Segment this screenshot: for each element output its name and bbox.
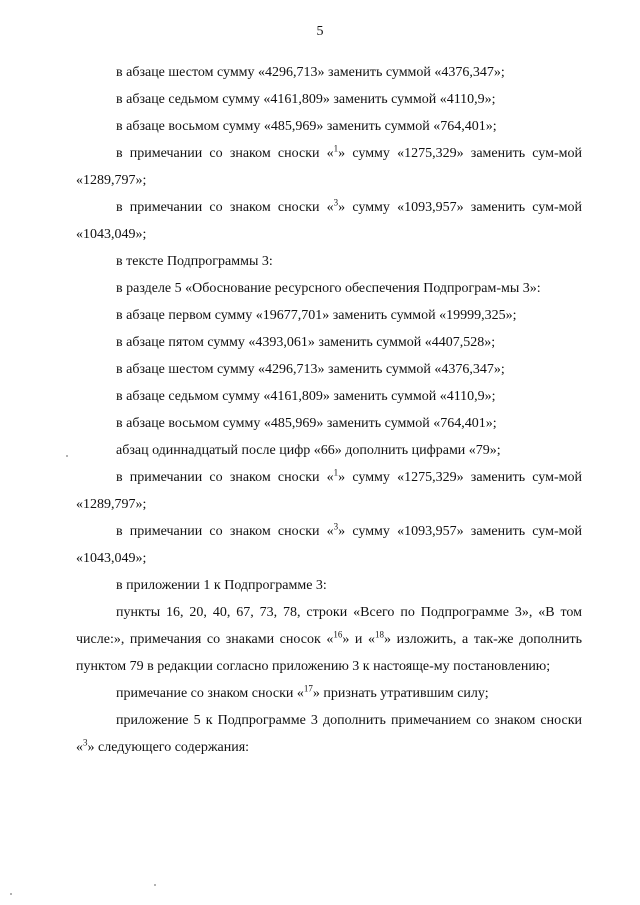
- paragraph: в тексте Подпрограммы 3:: [116, 254, 273, 269]
- footnote-mark: 18: [375, 629, 385, 640]
- paragraph: в абзаце седьмом сумму «4161,809» заменить суммой «4110,9»;: [116, 389, 496, 404]
- paragraph: в абзаце первом сумму «19677,701» заменить суммой «19999,325»;: [116, 308, 517, 323]
- paragraph: в приложении 1 к Подпрограмме 3:: [116, 578, 327, 593]
- footnote-mark: 17: [303, 683, 313, 694]
- paragraph-footnote: в примечании со знаком сноски «$^3$» сумму «1093,957» заменить сум-мой «1043,049»;: [76, 521, 582, 566]
- paragraph: в абзаце пятом сумму «4393,061» заменить суммой «4407,528»;: [116, 335, 496, 350]
- scan-speck: [66, 455, 68, 457]
- scan-speck: [154, 884, 156, 886]
- paragraph: в абзаце шестом сумму «4296,713» заменить суммой «4376,347»;: [116, 362, 505, 377]
- footnote-mark: 3: [333, 521, 339, 532]
- page-number: 5: [316, 24, 324, 39]
- scan-speck: [10, 893, 12, 895]
- footnote-mark: 3: [333, 197, 339, 208]
- paragraph: в разделе 5 «Обоснование ресурсного обеспечения Подпрограм-мы 3»:: [116, 281, 541, 296]
- paragraph-footnote: в примечании со знаком сноски «$^1$» сумму «1275,329» заменить сум-мой «1289,797»;: [76, 143, 582, 188]
- paragraph: в абзаце седьмом сумму «4161,809» заменить суммой «4110,9»;: [116, 92, 496, 107]
- footnote-mark: 16: [333, 629, 343, 640]
- paragraph-footnote: в примечании со знаком сноски «$^3$» сумму «1093,957» заменить сум-мой «1043,049»;: [76, 197, 582, 242]
- paragraph-footnote: приложение 5 к Подпрограмме 3 дополнить примечанием со знаком сноски «$^3$» следующего содержания:: [76, 713, 582, 755]
- paragraph: в абзаце шестом сумму «4296,713» заменить суммой «4376,347»;: [116, 65, 505, 80]
- footnote-mark: 1: [333, 143, 339, 154]
- footnote-mark: 3: [83, 737, 88, 748]
- paragraph: в абзаце восьмом сумму «485,969» заменить суммой «764,401»;: [116, 119, 497, 134]
- paragraph-footnote: пункты 16, 20, 40, 67, 73, 78, строки «Всего по Подпрограмме 3», «В том числе:», примечания со знаками сносок «$^{16}$» и «$^{18}$» изложить, а так-же дополнить пунктом 79 в редакции согласно приложению 3 к настояще-му постановлению;: [76, 605, 582, 674]
- footnote-mark: 1: [333, 467, 339, 478]
- paragraph: абзац одиннадцатый после цифр «66» дополнить цифрами «79»;: [116, 443, 501, 458]
- paragraph-footnote: в примечании со знаком сноски «$^1$» сумму «1275,329» заменить сум-мой «1289,797»;: [76, 467, 582, 512]
- document-body: [76, 59, 582, 761]
- paragraph-footnote: примечание со знаком сноски «$^{17}$» признать утратившим силу;: [116, 683, 489, 701]
- paragraph: в абзаце восьмом сумму «485,969» заменить суммой «764,401»;: [116, 416, 497, 431]
